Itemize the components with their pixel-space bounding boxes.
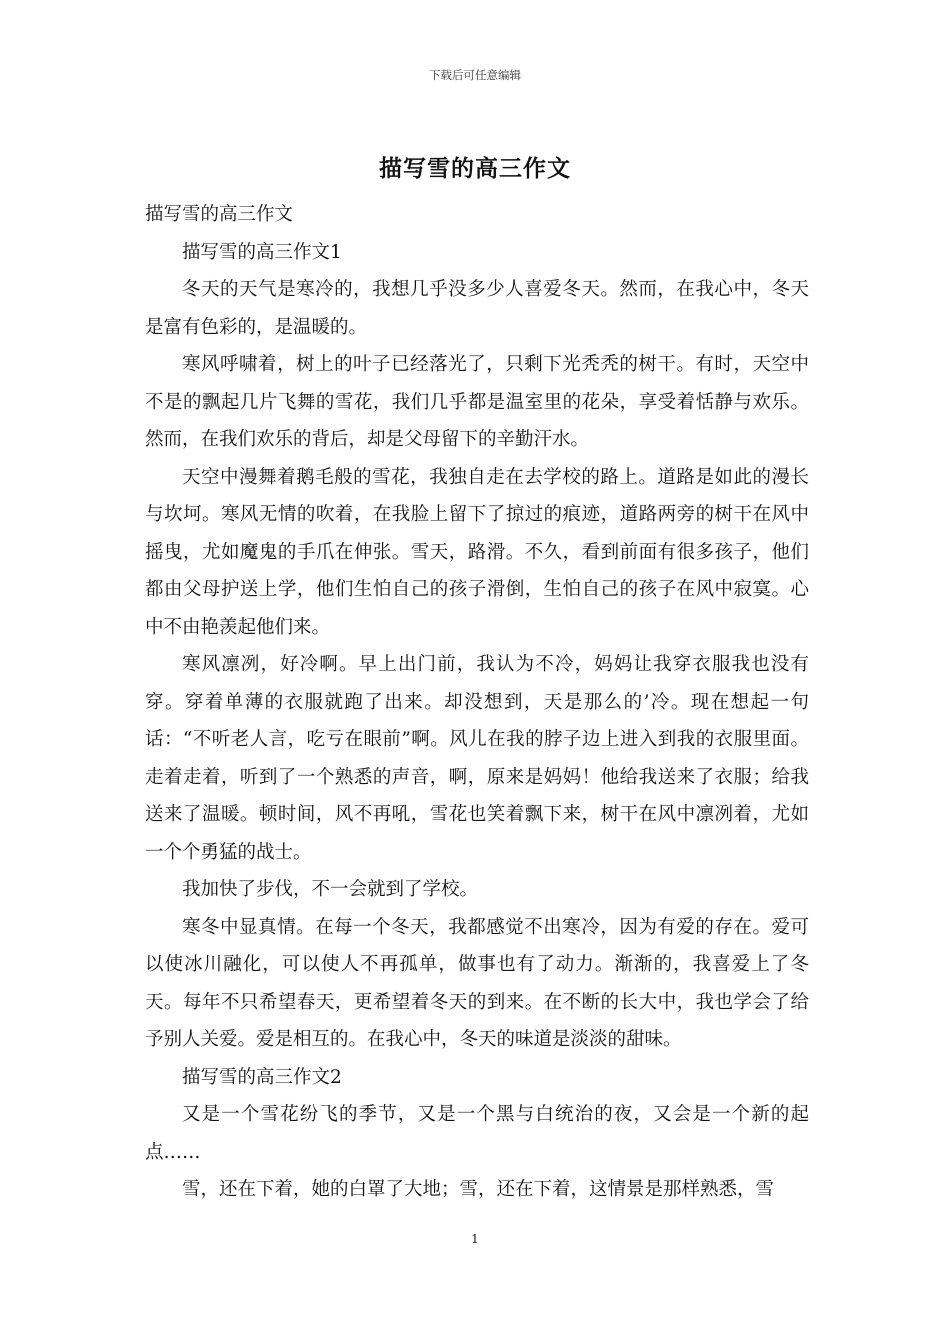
section-heading-2: 描写雪的高三作文2 — [182, 1066, 342, 1088]
paragraph: 我加快了步伐，不一会就到了学校。 — [182, 879, 479, 900]
paragraph: 冬天的天气是寒冷的，我想几乎没多少人喜爱冬天。然而，在我心中，冬天是富有色彩的，是温暖的。 — [145, 279, 809, 338]
page-header: 下载后可任意编辑 — [429, 68, 521, 82]
page-number: 1 — [471, 1232, 479, 1246]
paragraph: 寒风呼啸着，树上的叶子已经落光了，只剩下光秃秃的树干。有时，天空中不是的飘起几片飞舞的雪花，我们几乎都是温室里的花朵，享受着恬静与欢乐。然而，在我们欢乐的背后，却是父母留下的辛勤汗水。 — [145, 354, 809, 450]
document-title: 描写雪的高三作文 — [379, 155, 571, 182]
document-subtitle: 描写雪的高三作文 — [145, 204, 294, 225]
paragraph: 寒风凛冽，好冷啊。早上出门前，我认为不冷，妈妈让我穿衣服我也没有穿。穿着单薄的衣服就跑了出来。却没想到，天是那么的’冷。现在想起一句话：“不听老人言，吃亏在眼前”啊。风儿在我的脖子边上进入到我的衣服里面。走着走着，听到了一个熟悉的声音，啊，原来是妈妈！他给我送来了衣服；给我送来了温暖。顿时间，风不再吼，雪花也笑着飘下来，树干在风中凛冽着，尤如一个个勇猛的战士。 — [145, 654, 809, 863]
paragraph: 寒冬中显真情。在每一个冬天，我都感觉不出寒冷，因为有爱的存在。爱可以使冰川融化，可以使人不再孤单，做事也有了动力。渐渐的，我喜爱上了冬天。每年不只希望春天，更希望着冬天的到来。在不断的长大中，我也学会了给予别人关爱。爱是相互的。在我心中，冬天的味道是淡淡的甜味。 — [145, 916, 809, 1050]
paragraph: 雪，还在下着，她的白罩了大地；雪，还在下着，这情景是那样熟悉，雪 — [182, 1179, 775, 1200]
document-body — [145, 196, 809, 1209]
section-heading-1: 描写雪的高三作文1 — [182, 241, 342, 263]
paragraph: 天空中漫舞着鹅毛般的雪花，我独自走在去学校的路上。道路是如此的漫长与坎坷。寒风无情的吹着，在我脸上留下了掠过的痕迹，道路两旁的树干在风中摇曳，尤如魔鬼的手爪在伸张。雪天，路滑。不久，看到前面有很多孩子，他们都由父母护送上学，他们生怕自己的孩子滑倒，生怕自己的孩子在风中寂寞。心中不由艳羡起他们来。 — [145, 466, 809, 638]
paragraph: 又是一个雪花纷飞的季节，又是一个黑与白统治的夜，又会是一个新的起点…… — [145, 1104, 809, 1163]
